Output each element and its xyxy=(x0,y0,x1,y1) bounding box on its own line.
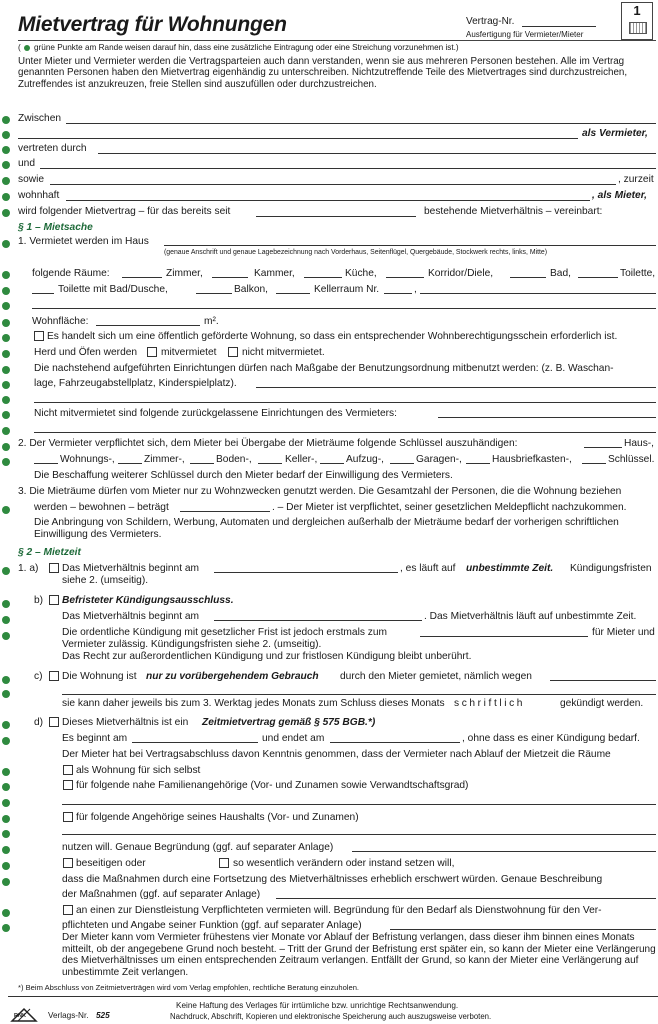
d-dienst2-text: pflichteten und Angabe seiner Funktion (ggf. auf separater Anlage) xyxy=(62,920,362,931)
s2-a-text: Das Mietverhältnis beginnt am xyxy=(62,563,200,574)
s1-p3c-text: . – Der Mieter ist verpflichtet, seiner gesetzlichen Meldepflicht nachzukommen. xyxy=(272,502,627,513)
d-dienst-text: an einen zur Dienstleistung Verpflichteten vermieten will. Begründung für den Bedarf als Dienstwohnung für den Ver- xyxy=(76,905,602,916)
nachdruck-text: Nachdruck, Abschrift, Kopieren und elektronische Speicherung auch auszugsweise verboten. xyxy=(170,1012,492,1021)
zeitmietvertrag-checkbox[interactable] xyxy=(49,717,59,727)
hausbrief-key-label: Hausbriefkasten-, xyxy=(492,454,572,465)
s1-p1-label: 1. Vermietet werden im Haus xyxy=(18,236,149,247)
einrichtungen-line[interactable] xyxy=(34,402,656,403)
keller-count-field[interactable] xyxy=(276,293,310,294)
green-dot-icon xyxy=(24,45,30,51)
sowie-field[interactable] xyxy=(50,184,616,185)
footnote: *) Beim Abschluss von Zeitmietverträgen wird vom Verlag empfohlen, rechtliche Beratung einzuholen. xyxy=(18,983,360,992)
s1-p3b-text: werden – bewohnen – beträgt xyxy=(34,502,169,513)
margin-dot-icon xyxy=(2,783,10,791)
s2-a-text3: Kündigungsfristen xyxy=(570,563,652,574)
margin-dot-icon xyxy=(2,240,10,248)
d-opt3-label: für folgende Angehörige seines Haushalts (Vor- und Zunamen) xyxy=(76,812,359,823)
raeume-label: folgende Räume: xyxy=(32,268,110,279)
margin-dot-icon xyxy=(2,396,10,404)
d-dass-text: dass die Maßnahmen durch eine Fortsetzung des Mietverhältnisses erheblich erschwert würden. Genaue Beschreibung xyxy=(62,874,603,885)
margin-dot-icon xyxy=(2,690,10,698)
d-ohne-text: , ohne dass es einer Kündigung bedarf. xyxy=(462,733,640,744)
korridor-count-field[interactable] xyxy=(386,277,424,278)
haushalt-line-1[interactable] xyxy=(62,834,656,835)
page-title: Mietvertrag für Wohnungen xyxy=(18,13,287,36)
s2-b-label: b) xyxy=(34,595,44,606)
s2-b-text: Das Mietverhältnis beginnt am xyxy=(62,611,200,622)
herd-label: Herd und Öfen werden xyxy=(34,347,138,358)
s1-p3e-text: Einwilligung des Vermieters. xyxy=(34,529,162,540)
d-opt1-label: als Wohnung für sich selbst xyxy=(76,765,201,776)
margin-dot-icon xyxy=(2,411,10,419)
margin-dot-icon xyxy=(2,846,10,854)
zimmer-count-field[interactable] xyxy=(122,277,162,278)
d-veraendern-label: so wesentlich verändern oder instand setzen will, xyxy=(233,858,455,869)
zurzeit-label: , zurzeit xyxy=(618,174,654,185)
s2-b-bold: Befristeter Kündigungsausschluss. xyxy=(62,595,234,606)
raeume-extra-line[interactable] xyxy=(32,308,656,309)
margin-dot-icon xyxy=(2,302,10,310)
haushalt-checkbox[interactable] xyxy=(63,812,73,822)
seit-label: wird folgender Mietvertrag – für das bereits seit xyxy=(18,206,231,217)
bestehende-label: bestehende Mietverhältnis – vereinbart: xyxy=(424,206,603,217)
margin-dot-icon xyxy=(2,616,10,624)
zwischen-label: Zwischen xyxy=(18,113,62,124)
margin-dot-icon xyxy=(2,287,10,295)
intro-text: Unter Mieter und Vermieter werden die Vertragsparteien auch dann verstanden, wenn sie aus mehreren Personen bestehen. Alle im Vertrag genannten Personen haben den Mietvertrag eigenhändig zu unterschreiben. Nichtzutreffende Teile des Mietvertrages sind durchzustreichen, Zutreffendes ist anzukreuzen, freie Stellen sind auszufüllen oder durchzustreichen. xyxy=(18,56,628,90)
wohnflaeche-field[interactable] xyxy=(96,325,200,326)
vertreten-field[interactable] xyxy=(98,153,656,154)
s2-a-label: 1. a) xyxy=(18,563,39,574)
margin-dot-icon xyxy=(2,161,10,169)
toilette-bad-count-field[interactable] xyxy=(32,293,54,294)
margin-dot-icon xyxy=(2,721,10,729)
s2-a-text2: , es läuft auf xyxy=(400,563,456,574)
s2-b-text4: für Mieter und xyxy=(592,627,655,638)
margin-dot-icon xyxy=(2,366,10,374)
bad-label: Bad, xyxy=(550,268,571,279)
margin-dot-icon xyxy=(2,878,10,886)
vertrag-nr-field[interactable] xyxy=(522,26,596,27)
bad-count-field[interactable] xyxy=(510,277,546,278)
zimmer-label: Zimmer, xyxy=(166,268,203,279)
wohnhaft-label: wohnhaft xyxy=(18,190,60,201)
margin-dot-icon xyxy=(2,506,10,514)
document-stack-icon xyxy=(629,22,647,34)
header-divider xyxy=(18,40,656,41)
kammer-count-field[interactable] xyxy=(212,277,248,278)
s1-p2-label: 2. Der Vermieter verpflichtet sich, dem Mieter bei Übergabe der Mieträume folgende Schlüssel auszuhändigen: xyxy=(18,438,518,449)
s2-c-text4: gekündigt werden. xyxy=(560,698,644,709)
keller-nr-field[interactable] xyxy=(384,293,412,294)
nicht-mitvermietet-einr-field[interactable] xyxy=(438,417,656,418)
margin-dot-icon xyxy=(2,381,10,389)
kueche-label: Küche, xyxy=(345,268,377,279)
toilette-bad-label: Toilette mit Bad/Dusche, xyxy=(58,284,168,295)
beginn-b-field[interactable] xyxy=(214,620,422,621)
einrichtungen-field[interactable] xyxy=(256,387,656,388)
schluessel-key-label: Schlüssel. xyxy=(608,454,655,465)
s2-d-label: d) xyxy=(34,717,44,728)
boden-key-field[interactable] xyxy=(190,463,214,464)
s2-b-text2: . Das Mietverhältnis läuft auf unbestimmte Zeit. xyxy=(424,611,637,622)
vertrag-nr-label: Vertrag-Nr. xyxy=(466,16,515,27)
zimmer-key-label: Zimmer-, xyxy=(144,454,185,465)
einrichtungen-text: Die nachstehend aufgeführten Einrichtungen dürfen nach Maßgabe der Benutzungsordnung mitbenutzt werden: (z. B. Waschan- xyxy=(34,363,614,374)
wohnungs-key-label: Wohnungs-, xyxy=(60,454,115,465)
kueche-count-field[interactable] xyxy=(304,277,342,278)
note-text: grüne Punkte am Rande weisen darauf hin, dass eine zusätzliche Eintragung oder eine Streichung vorzunehmen ist.) xyxy=(34,43,459,52)
haus-key-field[interactable] xyxy=(584,447,622,448)
haftung-text: Keine Haftung des Verlages für irrtümliche bzw. unrichtige Rechtsanwendung. xyxy=(176,1001,459,1010)
familie-checkbox[interactable] xyxy=(63,780,73,790)
margin-dot-icon xyxy=(2,334,10,342)
s2-a-bold: unbestimmte Zeit. xyxy=(466,563,554,574)
nutzen-begruendung-field[interactable] xyxy=(352,851,656,852)
verlag-nr-label: Verlags-Nr. xyxy=(48,1011,89,1020)
logo-text: RNK xyxy=(14,1013,26,1019)
garagen-key-label: Garagen-, xyxy=(416,454,462,465)
badge-number: 1 xyxy=(633,3,641,18)
margin-dot-icon xyxy=(2,350,10,358)
margin-dot-icon xyxy=(2,116,10,124)
margin-dot-icon xyxy=(2,862,10,870)
vermieter-field[interactable] xyxy=(18,138,578,139)
und-label: und xyxy=(18,158,35,169)
s2-c-label: c) xyxy=(34,671,43,682)
d-end-field[interactable] xyxy=(330,742,460,743)
toilette-label: Toilette, xyxy=(620,268,656,279)
beschaffung-text: Die Beschaffung weiterer Schlüssel durch den Mieter bedarf der Einwilligung des Vermieters. xyxy=(34,470,453,481)
s2-c-spaced: schriftlich xyxy=(454,698,526,709)
balkon-label: Balkon, xyxy=(234,284,268,295)
massnahmen-field[interactable] xyxy=(276,898,656,899)
erstmals-zum-field[interactable] xyxy=(420,636,588,637)
s2-b-text5: Vermieter zulässig. Kündigungsfristen siehe 2. (umseitig). xyxy=(62,639,322,650)
m2-label: m². xyxy=(204,316,219,327)
sowie-label: sowie xyxy=(18,174,45,185)
einrichtungen-text-2: lage, Fahrzeugabstellplatz, Kinderspielplatz). xyxy=(34,378,237,389)
s2-d-bold: Zeitmietvertrag gemäß § 575 BGB.*) xyxy=(202,717,376,728)
footer-divider xyxy=(8,996,658,997)
d-nutzen-text: nutzen will. Genaue Begründung (ggf. auf separater Anlage) xyxy=(62,842,334,853)
s2-b-text6: Das Recht zur außerordentlichen Kündigung und zur fristlosen Kündigung bleibt unberührt. xyxy=(62,651,472,662)
note-paren: ( xyxy=(18,43,21,52)
toilette-count-field[interactable] xyxy=(578,277,618,278)
d-begin-field[interactable] xyxy=(132,742,258,743)
copy-number-badge xyxy=(621,2,653,40)
keller-comma: , xyxy=(414,284,417,295)
nicht-mitvermietet-checkbox[interactable] xyxy=(228,347,238,357)
unbestimmt-checkbox[interactable] xyxy=(49,563,59,573)
boden-key-label: Boden-, xyxy=(216,454,252,465)
vertreten-label: vertreten durch xyxy=(18,143,87,154)
s1-p3d-text: Die Anbringung von Schildern, Werbung, Automaten und dergleichen außerhalb der Mieträume bedarf der vorherigen schriftlichen xyxy=(34,517,619,528)
ausfertigung-label: Ausfertigung für Vermieter/Mieter xyxy=(466,30,584,39)
keller-key-label: Keller-, xyxy=(285,454,318,465)
familie-line-1[interactable] xyxy=(62,804,656,805)
kuendigungsausschluss-checkbox[interactable] xyxy=(49,595,59,605)
gefoerdert-checkbox[interactable] xyxy=(34,331,44,341)
keller-label: Kellerraum Nr. xyxy=(314,284,380,295)
d-final-text: Der Mieter kann vom Vermieter frühestens vier Monate vor Ablauf der Befristung verlangen, dass dieser ihm binnen eines Monats mitteilt, ob der angegebene Grund noch besteht. – Tritt der Grund der Befristung erst später ein, so kann der Mieter eine Verlängerung des Mietverhältnisses um einen entsprechenden Zeitraum verlangen. Entfällt der Grund, so kann der Mieter eine Verlängerung auf unbestimmte Zeit verlangen. xyxy=(62,932,656,978)
d-kenntnis-text: Der Mieter hat bei Vertragsabschluss davon Kenntnis genommen, dass der Vermieter nach Ablauf der Mietzeit die Räume xyxy=(62,749,611,760)
dienstwohnung-checkbox[interactable] xyxy=(63,905,73,915)
mitvermietet-checkbox[interactable] xyxy=(147,347,157,357)
gefoerdert-label: Es handelt sich um eine öffentlich geförderte Wohnung, so dass ein entsprechender Wohnberechtigungsschein erforderlich ist. xyxy=(47,331,618,342)
schluessel-key-field[interactable] xyxy=(582,463,606,464)
raeume-extra-field[interactable] xyxy=(420,293,656,294)
eigenbedarf-checkbox[interactable] xyxy=(63,765,73,775)
wohnflaeche-label: Wohnfläche: xyxy=(32,316,89,327)
voruebergehend-checkbox[interactable] xyxy=(49,671,59,681)
margin-dot-icon xyxy=(2,909,10,917)
margin-dot-icon xyxy=(2,632,10,640)
personen-count-field[interactable] xyxy=(180,511,270,512)
keller-key-field[interactable] xyxy=(258,463,282,464)
als-vermieter-label: als Vermieter, xyxy=(582,128,648,139)
s2-c-text3: sie kann daher jeweils bis zum 3. Werktag jedes Monats zum Schluss dieses Monats xyxy=(62,698,445,709)
dienst-begruendung-field[interactable] xyxy=(390,929,656,930)
d-beseitigen-label: beseitigen oder xyxy=(76,858,146,869)
margin-dot-icon xyxy=(2,676,10,684)
seit-field[interactable] xyxy=(256,216,416,217)
beseitigen-checkbox[interactable] xyxy=(63,858,73,868)
margin-dot-icon xyxy=(2,600,10,608)
s2-c-bold: nur zu vorübergehendem Gebrauch xyxy=(146,671,319,682)
korridor-label: Korridor/Diele, xyxy=(428,268,494,279)
garagen-key-field[interactable] xyxy=(390,463,414,464)
wegen-line[interactable] xyxy=(62,694,656,695)
section1-heading: § 1 – Mietsache xyxy=(18,222,93,233)
zimmer-key-field[interactable] xyxy=(118,463,142,464)
kammer-label: Kammer, xyxy=(254,268,295,279)
nicht-mitvermietet-label: nicht mitvermietet. xyxy=(242,347,325,358)
s2-a-text4: siehe 2. (umseitig). xyxy=(62,575,149,586)
balkon-count-field[interactable] xyxy=(196,293,232,294)
s2-b-text3: Die ordentliche Kündigung mit gesetzlicher Frist ist jedoch erstmals zum xyxy=(62,627,388,638)
hausbrief-key-field[interactable] xyxy=(466,463,490,464)
margin-dot-icon xyxy=(2,177,10,185)
d-end-label: und endet am xyxy=(262,733,325,744)
haus-key-label: Haus-, xyxy=(624,438,655,449)
zwischen-field[interactable] xyxy=(66,123,656,124)
s1-p3-text: 3. Die Mieträume dürfen vom Mieter nur zu Wohnzwecken genutzt werden. Die Gesamtzahl der Personen, die die Wohnung beziehen xyxy=(18,486,622,497)
margin-dot-icon xyxy=(2,193,10,201)
margin-dot-icon xyxy=(2,209,10,217)
margin-dot-icon xyxy=(2,458,10,466)
s2-d-text: Dieses Mietverhältnis ist ein xyxy=(62,717,189,728)
margin-dot-icon xyxy=(2,768,10,776)
margin-dot-icon xyxy=(2,271,10,279)
verlag-nr-value: 525 xyxy=(96,1011,110,1020)
wohnungs-key-field[interactable] xyxy=(34,463,58,464)
margin-dot-icon xyxy=(2,146,10,154)
aufzug-key-label: Aufzug-, xyxy=(346,454,384,465)
margin-dot-icon xyxy=(2,924,10,932)
wegen-field[interactable] xyxy=(550,680,656,681)
s2-c-text: Die Wohnung ist xyxy=(62,671,137,682)
margin-dot-icon xyxy=(2,131,10,139)
margin-dot-icon xyxy=(2,567,10,575)
und-field[interactable] xyxy=(40,168,656,169)
haus-address-field[interactable] xyxy=(164,245,656,246)
margin-dot-icon xyxy=(2,427,10,435)
d-begin-label: Es beginnt am xyxy=(62,733,128,744)
s2-c-text2: durch den Mieter gemietet, nämlich wegen xyxy=(340,671,532,682)
als-mieter-label: , als Mieter, xyxy=(592,190,647,201)
section2-heading: § 2 – Mietzeit xyxy=(18,547,81,558)
d-opt2-label: für folgende nahe Familienangehörige (Vor- und Zunamen sowie Verwandtschaftsgrad) xyxy=(76,780,469,791)
aufzug-key-field[interactable] xyxy=(320,463,344,464)
margin-dot-icon xyxy=(2,443,10,451)
margin-dot-icon xyxy=(2,737,10,745)
d-dass2-text: der Maßnahmen (ggf. auf separater Anlage) xyxy=(62,889,261,900)
veraendern-checkbox[interactable] xyxy=(219,858,229,868)
nicht-mitvermietet-einr-label: Nicht mitvermietet sind folgende zurückgelassene Einrichtungen des Vermieters: xyxy=(34,408,397,419)
margin-dot-icon xyxy=(2,815,10,823)
mitvermietet-label: mitvermietet xyxy=(161,347,217,358)
margin-dot-icon xyxy=(2,799,10,807)
nicht-mitvermietet-einr-line[interactable] xyxy=(34,432,656,433)
margin-dot-icon xyxy=(2,319,10,327)
beginn-a-field[interactable] xyxy=(214,572,398,573)
margin-dot-icon xyxy=(2,830,10,838)
wohnhaft-field[interactable] xyxy=(66,200,590,201)
address-hint: (genaue Anschrift und genaue Lagebezeichnung nach Vorderhaus, Seitenflügel, Quergebäude, Stockwerk rechts, links, Mitte) xyxy=(164,249,548,256)
